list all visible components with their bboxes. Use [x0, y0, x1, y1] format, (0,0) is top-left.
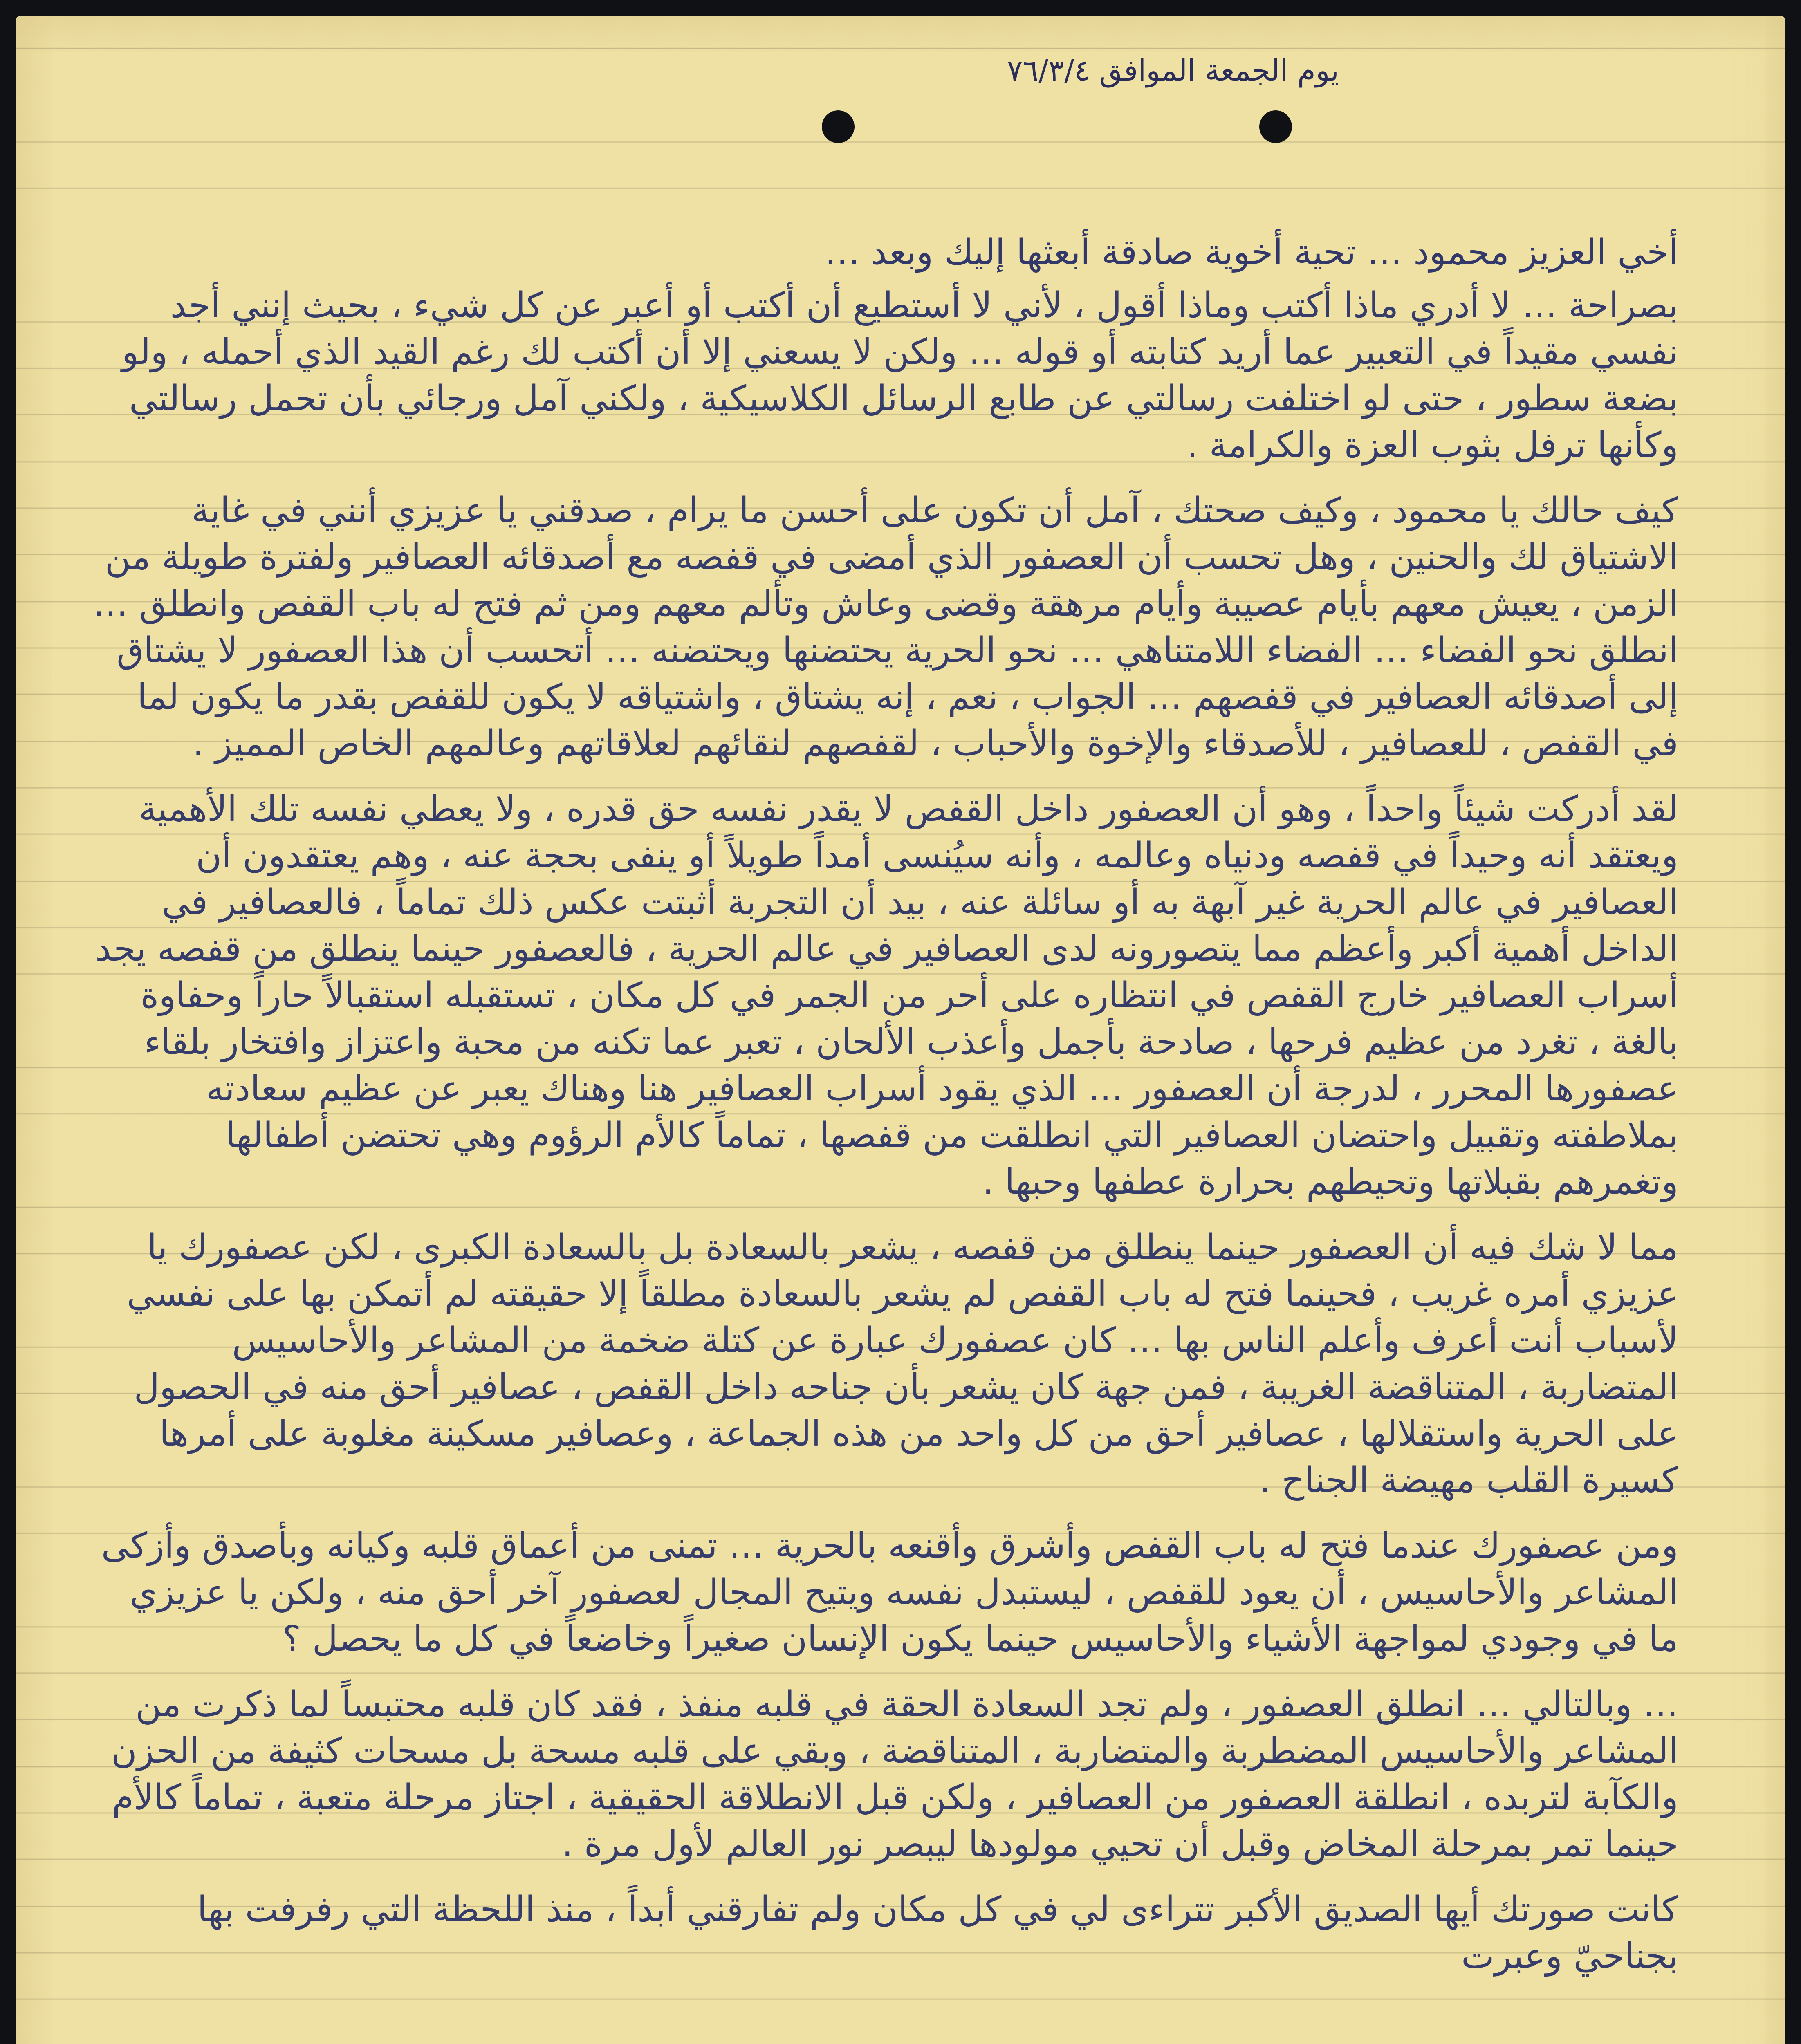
paragraph-4: مما لا شك فيه أن العصفور حينما ينطلق من قفصه ، يشعر بالسعادة بل بالسعادة الكبرى ، لكن عصفورك يا عزيزي أمره غريب ، فحينما فتح له باب القفص لم يشعر بالسعادة مطلقاً إلا حقيقته لم أتمكن بها على نفسي لأسباب أنت أعرف وأعلم الناس بها … كان عصفورك عبارة عن كتلة ضخمة من المشاعر والأحاسيس المتضاربة ، المتناقضة الغريبة ، فمن جهة كان يشعر بأن جناحه داخل القفص ، عصافير أحق منه في الحصول على الحرية واستقلالها ، عصافير أحق من كل واحد من هذه الجماعة ، وعصافير مسكينة مغلوبة على أمرها كسيرة القلب مهيضة الجناح .	[127, 1227, 1678, 1501]
letter-salutation: أخي العزيز محمود … تحية أخوية صادقة أبعثها إليك وبعد …	[824, 232, 1678, 273]
paragraph-5: ومن عصفورك عندما فتح له باب القفص وأشرق وأقنعه بالحرية … تمنى من أعماق قلبه وكيانه وبأصدق وأزكى المشاعر والأحاسيس ، أن يعود للقفص ، ليستبدل نفسه ويتيح المجال لعصفور آخر أحق منه ، ولكن يا عزيزي ما في وجودي لمواجهة الأشياء والأحاسيس حينما يكون الإنسان صغيراً وخاضعاً في كل ما يحصل ؟	[101, 1525, 1678, 1659]
letter-paper	[16, 16, 1785, 2044]
punch-hole-left	[822, 110, 855, 143]
paragraph-1: بصراحة … لا أدري ماذا أكتب وماذا أقول ، لأني لا أستطيع أن أكتب أو أعبر عن كل شيء ، بحيث إنني أجد نفسي مقيداً في التعبير عما أريد كتابته أو قوله … ولكن لا يسعني إلا أن أكتب لك رغم القيد الذي أحمله ، ولو بضعة سطور ، حتى لو اختلفت رسالتي عن طابع الرسائل الكلاسيكية ، ولكني آمل ورجائي بأن تحمل رسالتي وكأنها ترفل بثوب العزة والكرامة .	[121, 285, 1678, 466]
paragraph-2: كيف حالك يا محمود ، وكيف صحتك ، آمل أن تكون على أحسن ما يرام ، صدقني يا عزيزي أنني في غاية الاشتياق لك والحنين ، وهل تحسب أن العصفور الذي أمضى في قفصه مع أصدقائه العصافير ولفترة طويلة من الزمن ، يعيش معهم بأيام عصيبة وأيام مرهقة وقضى وعاش وتألم معهم ومن ثم فتح له باب القفص وانطلق … انطلق نحو الفضاء … الفضاء اللامتناهي … نحو الحرية يحتضنها ويحتضنه … أتحسب أن هذا العصفور لا يشتاق إلى أصدقائه العصافير في قفصهم … الجواب ، نعم ، إنه يشتاق ، واشتياقه لا يكون للقفص بقدر ما يكون لما في القفص ، للعصافير ، للأصدقاء والإخوة والأحباب ، لقفصهم لنقائهم لعلاقاتهم وعالمهم الخاص المميز .	[93, 490, 1678, 764]
letter-date: يوم الجمعة الموافق ٧٦/٣/٤	[1007, 53, 1339, 87]
punch-hole-right	[1259, 110, 1292, 143]
paragraph-7: كانت صورتك أيها الصديق الأكبر تتراءى لي في كل مكان ولم تفارقني أبداً ، منذ اللحظة التي رفرفت بها بجناحيّ وعبرت	[197, 1889, 1678, 1977]
paragraph-6: … وبالتالي … انطلق العصفور ، ولم تجد السعادة الحقة في قلبه منفذ ، فقد كان قلبه محتبساً لما ذكرت من المشاعر والأحاسيس المضطربة والمتضاربة ، المتناقضة ، وبقي على قلبه مسحة بل مسحات كثيفة من الحزن والكآبة لتربده ، انطلقة العصفور من العصافير ، ولكن قبل الانطلاقة الحقيقية ، اجتاز مرحلة متعبة ، تماماً كالأم حينما تمر بمرحلة المخاض وقبل أن تحيي مولودها ليبصر نور العالم لأول مرة .	[111, 1684, 1678, 1865]
paragraph-3: لقد أدركت شيئاً واحداً ، وهو أن العصفور داخل القفص لا يقدر نفسه حق قدره ، ولا يعطي نفسه تلك الأهمية ويعتقد أنه وحيداً في قفصه ودنياه وعالمه ، وأنه سيُنسى أمداً طويلاً أو ينفى بحجة عنه ، وهم يعتقدون أن العصافير في عالم الحرية غير آبهة به أو سائلة عنه ، بيد أن التجربة أثبتت عكس ذلك تماماً ، فالعصافير في الداخل أهمية أكبر وأعظم مما يتصورونه لدى العصافير في عالم الحرية ، فالعصفور حينما ينطلق من قفصه يجد أسراب العصافير خارج القفص في انتظاره على أحر من الجمر في كل مكان ، تستقبله استقبالاً حاراً وحفاوة بالغة ، تغرد من عظيم فرحها ، صادحة بأجمل وأعذب الألحان ، تعبر عما تكنه من محبة واعتزاز وافتخار بلقاء عصفورها المحرر ، لدرجة أن العصفور … الذي يقود أسراب العصافير هنا وهناك يعبر عن عظيم سعادته بملاطفته وتقبيل واحتضان العصافير التي انطلقت من قفصها ، تماماً كالأم الرؤوم وهي تحتضن أطفالها وتغمرهم بقبلاتها وتحيطهم بحرارة عطفها وحبها .	[95, 789, 1678, 1202]
letter-body	[90, 278, 1678, 1998]
